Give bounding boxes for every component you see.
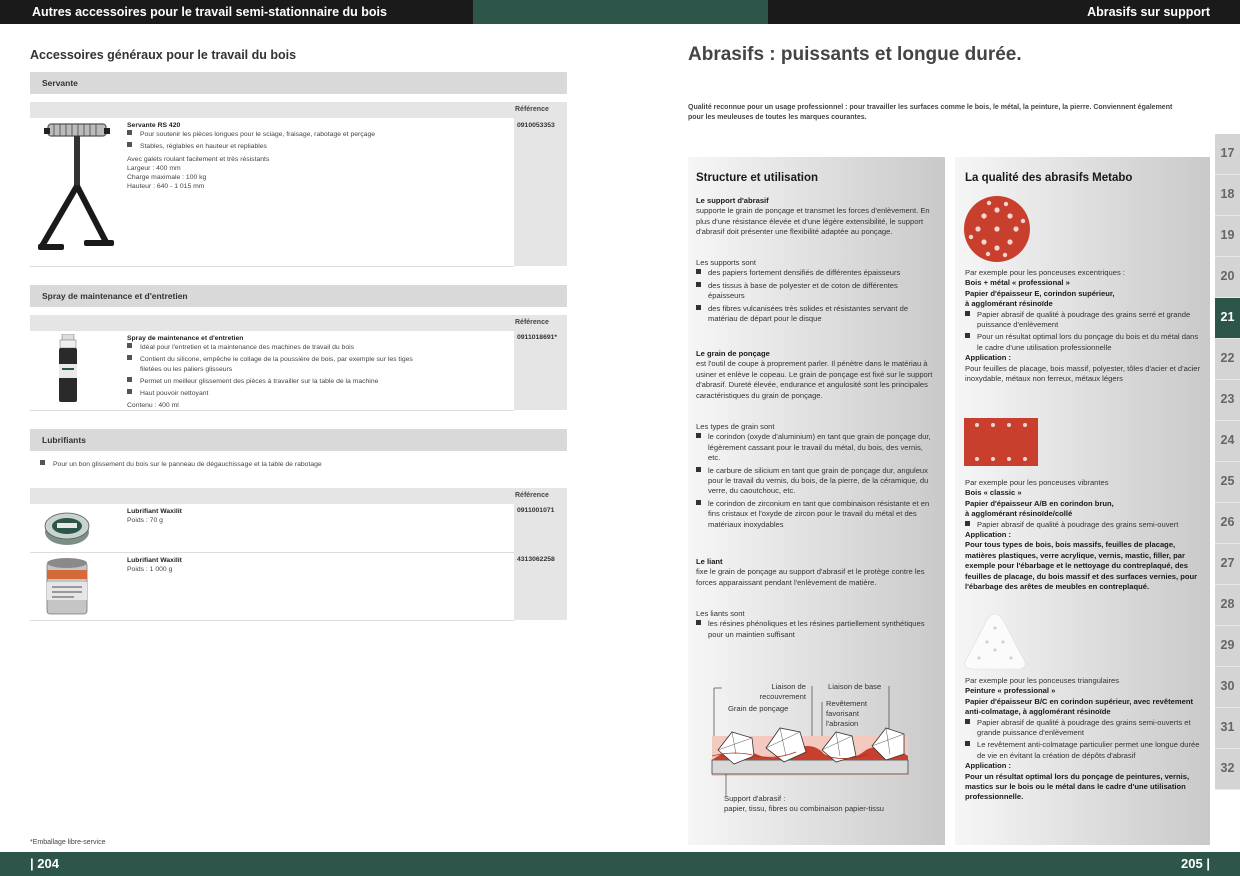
- quality-block-vibrating: Par exemple pour les ponceuses vibrantes Bois « classic » Papier d'épaisseur A/B en corindon brun, à agglomérant résinoïde/collé Papier abrasif de qualité à poudrage des grains semi-ouvert Application : Pour tous types de bois, bois massifs, feuilles de placage, matières plastiques, verre acrylique, vernis, mastic, filler, par exemple pour l'ébarbage et le nettoyage du contreplaqué, des feuilles de placage, du bois massif et des surfaces vernies, pour l'ébarbage des arêtes de meubles en contreplaqué.: [965, 478, 1198, 592]
- bullet-icon: [127, 355, 132, 360]
- row-divider: [30, 552, 514, 553]
- liants-list: Les liants sont les résines phénoliques et les résines partiellement synthétiques pour un maintien suffisant: [696, 609, 925, 639]
- bullet-icon: [965, 521, 970, 526]
- footnote: *Emballage libre-service: [30, 839, 106, 846]
- reference-value: 4313062258: [517, 556, 555, 563]
- structure-title: Structure et utilisation: [696, 172, 819, 184]
- label-liaison-recouvrement: Liaison de recouvrement: [759, 682, 806, 701]
- label-revetement: Revêtement favorisant l'abrasion: [826, 699, 867, 728]
- bullet-icon: [696, 433, 701, 438]
- product-name: Spray de maintenance et d'entretien: [127, 335, 244, 342]
- quality-block-eccentric: Par exemple pour les ponceuses excentriques : Bois + métal « professional » Papier d'épaisseur E, corindon supérieur, à agglomérant résinoïde Papier abrasif de qualité à poudrage des grains serré et grande puissance d'enlèvement Pour un résultat optimal lors du ponçage du bois et du métal dans le cadre d'une utilisation professionnelle Application : Pour feuilles de placage, bois massif, polyester, tôles d'acier et d'acier inoxydable, métaux non ferreux, métaux légers: [965, 268, 1201, 384]
- bottom-bar: [0, 852, 1240, 876]
- bullet-icon: [127, 389, 132, 394]
- bullet-icon: [965, 333, 970, 338]
- right-intro: Qualité reconnue pour un usage professionnel : pour travailler les surfaces comme le bois, le métal, la peinture, la pierre. Conviennent également pour les meuleuses de toutes les marques courantes.: [688, 104, 1173, 121]
- product-waxilit-1000: Lubrifiant Waxilit Poids : 1 000 g: [127, 556, 427, 574]
- left-section-title: Accessoires généraux pour le travail du bois: [30, 48, 297, 62]
- bullet-icon: [696, 305, 701, 310]
- grain-section: Le grain de ponçage est l'outil de coupe à proprement parler. Il pénètre dans le matériau à usiner et enlève le copeau. Le grain de ponçage est fixé sur le support d'abrasif. Dureté élevée, endurance et angulosité sont les principales caractéristiques du grain de ponçage.: [696, 349, 933, 400]
- bullet-icon: [965, 311, 970, 316]
- chapter-tab-24[interactable]: 24: [1215, 421, 1240, 462]
- right-header-title: Abrasifs sur support: [768, 0, 1240, 24]
- chapter-tab-26[interactable]: 26: [1215, 503, 1240, 544]
- product-name: Servante RS 420: [127, 122, 181, 129]
- reference-column: [514, 331, 567, 410]
- bullet-icon: [127, 377, 132, 382]
- product-spray: Spray de maintenance et d'entretien Idéal pour l'entretien et la maintenance des machines de travail du bois Contient du silicone, empêche le collage de la poussière de bois, par exemple sur les tiges filetées ou les paliers glisseurs Permet un meilleur glissement des pièces à travailler sur la table de la machine Haut pouvoir nettoyant Contenu : 400 ml: [127, 334, 427, 410]
- label-liaison-base: Liaison de base: [828, 682, 882, 691]
- abrasive-structure-diagram: [696, 676, 936, 826]
- bullet-icon: [696, 282, 701, 287]
- chapter-tab-25[interactable]: 25: [1215, 462, 1240, 503]
- row-divider: [30, 620, 514, 621]
- bullet-icon: [965, 719, 970, 724]
- quality-block-triangular: Par exemple pour les ponceuses triangulaires Peinture « professional » Papier d'épaisseur B/C en corindon supérieur, avec revêtement anti-colmatage, à agglomérant résinoïde Papier abrasif de qualité à poudrage des grains semi-ouverts et grande puissance d'enlèvement Le revêtement anti-colmatage particulier permet une longue durée de vie en évitant la création de dépôts d'abrasif Application : Pour un résultat optimal lors du ponçage de peintures, vernis, mastics sur le bois ou le métal dans le cadre d'une utilisation professionnelle.: [965, 676, 1200, 802]
- bullet-icon: [40, 460, 45, 465]
- chapter-tab-31[interactable]: 31: [1215, 708, 1240, 749]
- reference-column: [514, 118, 567, 266]
- roller-stand-image: [34, 118, 120, 260]
- right-page-number: 205 |: [1181, 856, 1210, 871]
- row-divider: [30, 266, 514, 267]
- chapter-tab-18[interactable]: 18: [1215, 175, 1240, 216]
- liant-section: Le liant fixe le grain de ponçage au support d'abrasif et le protège contre les forces apparaissant pendant l'enlèvement de matière.: [696, 557, 925, 587]
- product-servante: Servante RS 420 Pour soutenir les pièces longues pour le sciage, fraisage, rabotage et perçage Stables, réglables en hauteur et repliables Avec galets roulant facilement et très résistants Largeur : 400 mm Charge maximale : 100 kg Hauteur : 640 - 1 015 mm: [127, 121, 427, 191]
- quality-title: La qualité des abrasifs Metabo: [965, 172, 1133, 184]
- reference-header: [30, 102, 567, 118]
- waxilit-small-tin-image: [44, 506, 90, 548]
- vibrating-sanding-sheet-image: [963, 417, 1039, 467]
- category-spray: Spray de maintenance et d'entretien: [30, 285, 567, 307]
- grain-types-list: Les types de grain sont le corindon (oxyde d'aluminium) en tant que grain de ponçage dur, légèrement cassant pour le travail du métal, du bois, des vernis, etc. le carbure de silicium en tant que grain de ponçage dur, anguleux pour le travail du vernis, du bois, de la pierre, de la céramique, du verre, du caoutchouc, etc. le corindon de zirconium en tant que combinaison résistante et en fins cristaux et l'oxyde de zircon pour le travail du métal et des matériaux inoxydables: [696, 422, 931, 529]
- eccentric-sanding-disc-image: [963, 195, 1031, 263]
- chapter-tab-19[interactable]: 19: [1215, 216, 1240, 257]
- bullet-icon: [696, 620, 701, 625]
- bullet-icon: [696, 500, 701, 505]
- chapter-tab-21[interactable]: 21: [1215, 298, 1240, 339]
- product-name: Lubrifiant Waxilit: [127, 557, 182, 564]
- chapter-tab-17[interactable]: 17: [1215, 134, 1240, 175]
- bullet-icon: [696, 467, 701, 472]
- triangular-sanding-pad-image: [963, 612, 1027, 672]
- label-grain: Grain de ponçage: [728, 704, 789, 713]
- chapter-tab-32[interactable]: 32: [1215, 749, 1240, 790]
- reference-label: Référence: [515, 106, 549, 113]
- lubrifiants-bullet: Pour un bon glissement du bois sur le panneau de dégauchissage et la table de rabotage: [40, 460, 322, 468]
- category-servante: Servante: [30, 72, 567, 94]
- reference-header: [30, 488, 567, 504]
- reference-header: [30, 315, 567, 331]
- reference-label: Référence: [515, 319, 549, 326]
- bullet-icon: [965, 741, 970, 746]
- reference-value: 0911001071: [517, 507, 555, 514]
- product-waxilit-70: Lubrifiant Waxilit Poids : 70 g: [127, 507, 427, 525]
- reference-label: Référence: [515, 492, 549, 499]
- supports-list: Les supports sont des papiers fortement densifiés de différentes épaisseurs des tissus à base de polyester et de coton de différentes épaisseurs des fibres vulcanisées très solides et résistantes servant de matériau de départ pour le disque: [696, 258, 909, 324]
- bullet-icon: [127, 130, 132, 135]
- top-bar: [0, 0, 1240, 24]
- bullet-icon: [696, 269, 701, 274]
- chapter-tab-28[interactable]: 28: [1215, 585, 1240, 626]
- right-page-title: Abrasifs : puissants et longue durée.: [688, 44, 1022, 65]
- label-support: Support d'abrasif : papier, tissu, fibres ou combinaison papier-tissu: [724, 794, 884, 813]
- chapter-tab-29[interactable]: 29: [1215, 626, 1240, 667]
- bullet-icon: [127, 343, 132, 348]
- left-page-number: | 204: [30, 856, 59, 871]
- header-accent: [473, 0, 768, 24]
- category-lubrifiants: Lubrifiants: [30, 429, 567, 451]
- chapter-tab-23[interactable]: 23: [1215, 380, 1240, 421]
- reference-value: 0911018691*: [517, 334, 558, 341]
- chapter-tab-22[interactable]: 22: [1215, 339, 1240, 380]
- reference-value: 0910053353: [517, 122, 555, 129]
- bullet-icon: [127, 142, 132, 147]
- product-name: Lubrifiant Waxilit: [127, 508, 182, 515]
- left-header-title: Autres accessoires pour le travail semi-stationnaire du bois: [0, 0, 473, 24]
- waxilit-large-tin-image: [44, 556, 90, 618]
- chapter-tab-20[interactable]: 20: [1215, 257, 1240, 298]
- chapter-tab-30[interactable]: 30: [1215, 667, 1240, 708]
- chapter-tab-27[interactable]: 27: [1215, 544, 1240, 585]
- spray-can-image: [56, 334, 80, 404]
- support-section: Le support d'abrasif supporte le grain de ponçage et transmet les forces d'enlèvement. En plus d'une résistance élevée et d'une légère extensibilité, le support d'abrasif doit présenter une flexibilité adaptée au ponçage.: [696, 196, 930, 237]
